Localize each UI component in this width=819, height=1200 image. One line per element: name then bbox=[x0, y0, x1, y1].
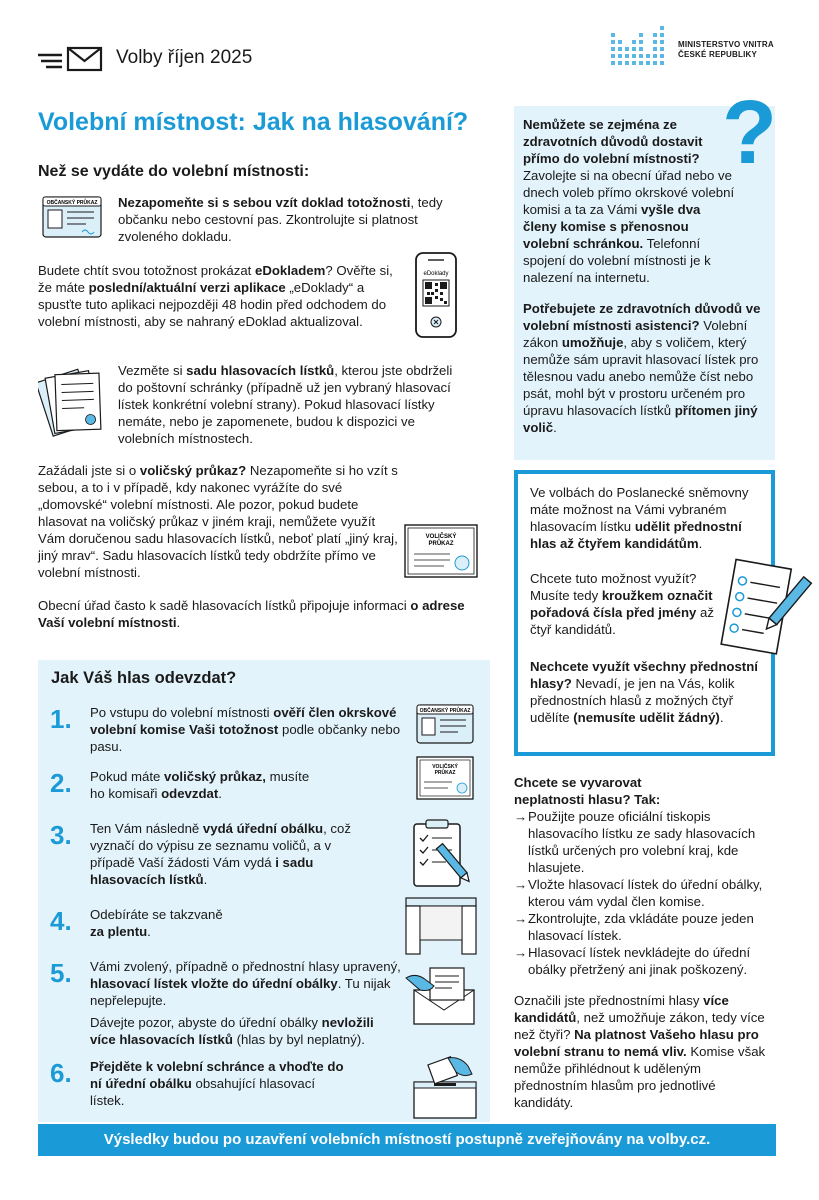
how-to-vote-title: Jak Váš hlas odevzdat? bbox=[51, 669, 237, 687]
id-card-small-icon bbox=[416, 704, 474, 744]
header-title: Volby říjen 2025 bbox=[116, 47, 253, 68]
step-number: 2. bbox=[50, 768, 72, 798]
edoklady-text: Budete chtít svou totožnost prokázat eDokladem? Ověřte si, že máte poslední/aktuální verzi aplikace „eDoklady“ a spusťte tuto aplikaci nejpozději 48 hodin před odchodem do volební místnosti, aby se nahraný eDoklad aktualizoval. bbox=[38, 263, 393, 329]
list-item: → Zkontrolujte, zda vkládáte pouze jeden hlasovací lístek. bbox=[514, 911, 754, 943]
step-text: Ten Vám následně vydá úřední obálku, což vyznačí do výpisu ze seznamu voličů, a v případě Vaší žádosti Vám vydá i sadu hlasovacích lístků. bbox=[90, 821, 351, 887]
how-to-vote-panel bbox=[38, 660, 490, 1122]
step-number: 4. bbox=[50, 906, 72, 936]
voter-card-small-label-1: VOLIČSKÝ bbox=[432, 764, 458, 770]
office-info-text: Obecní úřad často k sadě hlasovacích lístků připojuje informaci o adrese Vaší volební místnosti. bbox=[38, 598, 465, 630]
invalid-vote-list bbox=[514, 808, 776, 978]
ministry-name: MINISTERSTVO VNITRA ČESKÉ REPUBLIKY bbox=[678, 40, 774, 59]
ministry-logo-icon bbox=[611, 25, 671, 69]
step-text: Přejděte k volební schránce a vhoďte do ní úřední obálku obsahující hlasovací lístek. bbox=[90, 1059, 344, 1108]
id-card-small-label: OBČANSKÝ PRŮKAZ bbox=[419, 708, 471, 714]
voter-card-text: Zažádali jste si o voličský průkaz? Nezapomeňte si ho vzít s sebou, a to i v případě, kdy nakonec vyrážíte do své „domovské“ volební místnosti. Ale pozor, pokud budete hlasovat na voličský průkaz v jiném kraji, nemůžete využít Vám doručenou sadu hlasovacích lístků, neboť platí „jiný kraj, jiný mrav“. Sadu hlasovacích lístků tedy obdržíte přímo ve volební místnosti. bbox=[38, 463, 398, 580]
step-text: Odebíráte se takzvaně za plentu. bbox=[90, 907, 223, 939]
id-card-label: OBČANSKÝ PRŮKAZ bbox=[46, 200, 98, 206]
voter-card-icon bbox=[404, 524, 478, 578]
step-number: 3. bbox=[50, 820, 72, 850]
page-header bbox=[38, 36, 782, 86]
invalid-vote-heading: Chcete se vyvarovat neplatnosti hlasu? Tak: bbox=[514, 775, 661, 807]
arrow-right-icon: → bbox=[514, 877, 528, 892]
step-number: 6. bbox=[50, 1058, 72, 1088]
phone-app-label: eDoklady bbox=[423, 271, 449, 277]
results-footer-banner: Výsledky budou po uzavření volebních místností postupně zveřejňovány na volby.cz. bbox=[38, 1124, 776, 1156]
assistance-text: Potřebujete ze zdravotních důvodů ve volební místnosti asistenci? Volební zákon umožňuje, aby s voličem, který nemůže sám upravit hlasovací lístek pro tělesnou vadu anebo nemůže číst nebo psát, mohl být v prostoru určeném pro úpravu hlasovacích lístků přítomen jiný volič. bbox=[523, 301, 761, 435]
health-help-box bbox=[514, 83, 777, 460]
arrow-right-icon: → bbox=[514, 911, 528, 926]
arrow-right-icon: → bbox=[514, 809, 528, 824]
invalid-vote-section bbox=[514, 774, 776, 978]
voter-card-small-label-2: PRŮKAZ bbox=[434, 770, 456, 776]
list-item: → Vložte hlasovací lístek do úřední obálky, kterou vám vydal člen komise. bbox=[514, 877, 763, 909]
preferential-howto-text: Chcete tuto možnost využít? Musíte tedy kroužkem označit pořadová čísla před jmény až čtyř kandidátů. bbox=[530, 571, 714, 637]
preferential-intro-text: Ve volbách do Poslanecké sněmovny máte možnost na Vámi vybraném hlasovacím lístku udělit přednostní hlas až čtyřem kandidátům. bbox=[530, 485, 749, 551]
voter-card-label-1: VOLIČSKÝ bbox=[425, 534, 457, 540]
question-mark-icon: ? bbox=[722, 83, 777, 183]
ballot-box-icon bbox=[408, 1054, 482, 1120]
preferential-votes-box bbox=[514, 470, 775, 756]
voter-card-small-icon bbox=[416, 756, 474, 800]
too-many-preferences-text: Označili jste přednostními hlasy více kandidátů, než umožňuje zákon, tedy více než čtyři? Na platnost Vašeho hlasu pro volební stranu to nemá vliv. Komise však nemůže přihlédnout k uděleným přednostním hlasům pro jednotlivé kandidáty. bbox=[514, 993, 766, 1110]
step-text: Po vstupu do volební místnosti ověří člen okrskové volební komise Vaši totožnost podle občanky nebo pasu. bbox=[90, 705, 401, 754]
step-number: 1. bbox=[50, 704, 72, 734]
step-text: Pokud máte voličský průkaz, musíte ho komisaři odevzdat. bbox=[90, 769, 310, 801]
home-voting-text: Nemůžete se zejména ze zdravotních důvodů dostavit přímo do volební místnosti? Zavolejte si na obecní úřad nebo ve dnech voleb přímo okrskové volební komisi a ta za Vámi vyšle dva členy komise s přenosnou volební schránkou. Telefonní spojení do volební místnosti je k nalezení na internetu. bbox=[523, 117, 735, 285]
step-number: 5. bbox=[50, 958, 72, 988]
section-heading-before: Než se vydáte do volební místnosti: bbox=[38, 163, 310, 180]
ballot-papers-icon bbox=[38, 364, 112, 440]
list-item: → Hlasovací lístek nevkládejte do úřední obálky přetržený ani jinak poškozený. bbox=[514, 945, 751, 977]
page-title: Volební místnost: Jak na hlasování? bbox=[38, 108, 469, 136]
voting-booth-icon bbox=[404, 896, 478, 956]
phone-edoklady-icon bbox=[414, 251, 458, 339]
ballots-text: Vezměte si sadu hlasovacích lístků, kterou jste obdrželi do poštovní schránky (případně už jen vybraný hlasovací lístek konkrétní volební strany). Pokud hlasovací lístky nemáte, nebo je zapomenete, budou k dispozici ve volebních místnostech. bbox=[118, 363, 453, 446]
id-document-text: Nezapomeňte si s sebou vzít doklad totožnosti, tedy občanku nebo cestovní pas. Zkontrolujte si platnost zvoleného dokladu. bbox=[118, 195, 443, 244]
voter-card-label-2: PRŮKAZ bbox=[428, 541, 454, 547]
step-text: Vámi zvolený, případně o přednostní hlasy upravený, hlasovací lístek vložte do úřední obálky. Tu nijak nepřelepujte. Dávejte pozor, abyste do úřední obálky nevložili více hlasovacích lístků (hlas by byl neplatný). bbox=[90, 959, 401, 1047]
id-card-icon bbox=[42, 196, 102, 238]
clipboard-checklist-icon bbox=[398, 818, 480, 890]
envelope-icon bbox=[38, 46, 104, 72]
list-item: → Použijte pouze oficiální tiskopis hlasovacího lístku ze sady hlasovacích lístků určených pro volební kraj, kde hlasujete. bbox=[514, 809, 756, 875]
arrow-right-icon: → bbox=[514, 945, 528, 960]
ballot-pen-icon bbox=[718, 558, 816, 658]
preferential-optional-text: Nechcete využít všechny přednostní hlasy? Nevadí, je jen na Vás, kolik přednostních hlasů z možných čtyř udělíte (nemusíte udělit žádný). bbox=[530, 659, 758, 725]
envelope-ballot-icon bbox=[404, 964, 480, 1026]
